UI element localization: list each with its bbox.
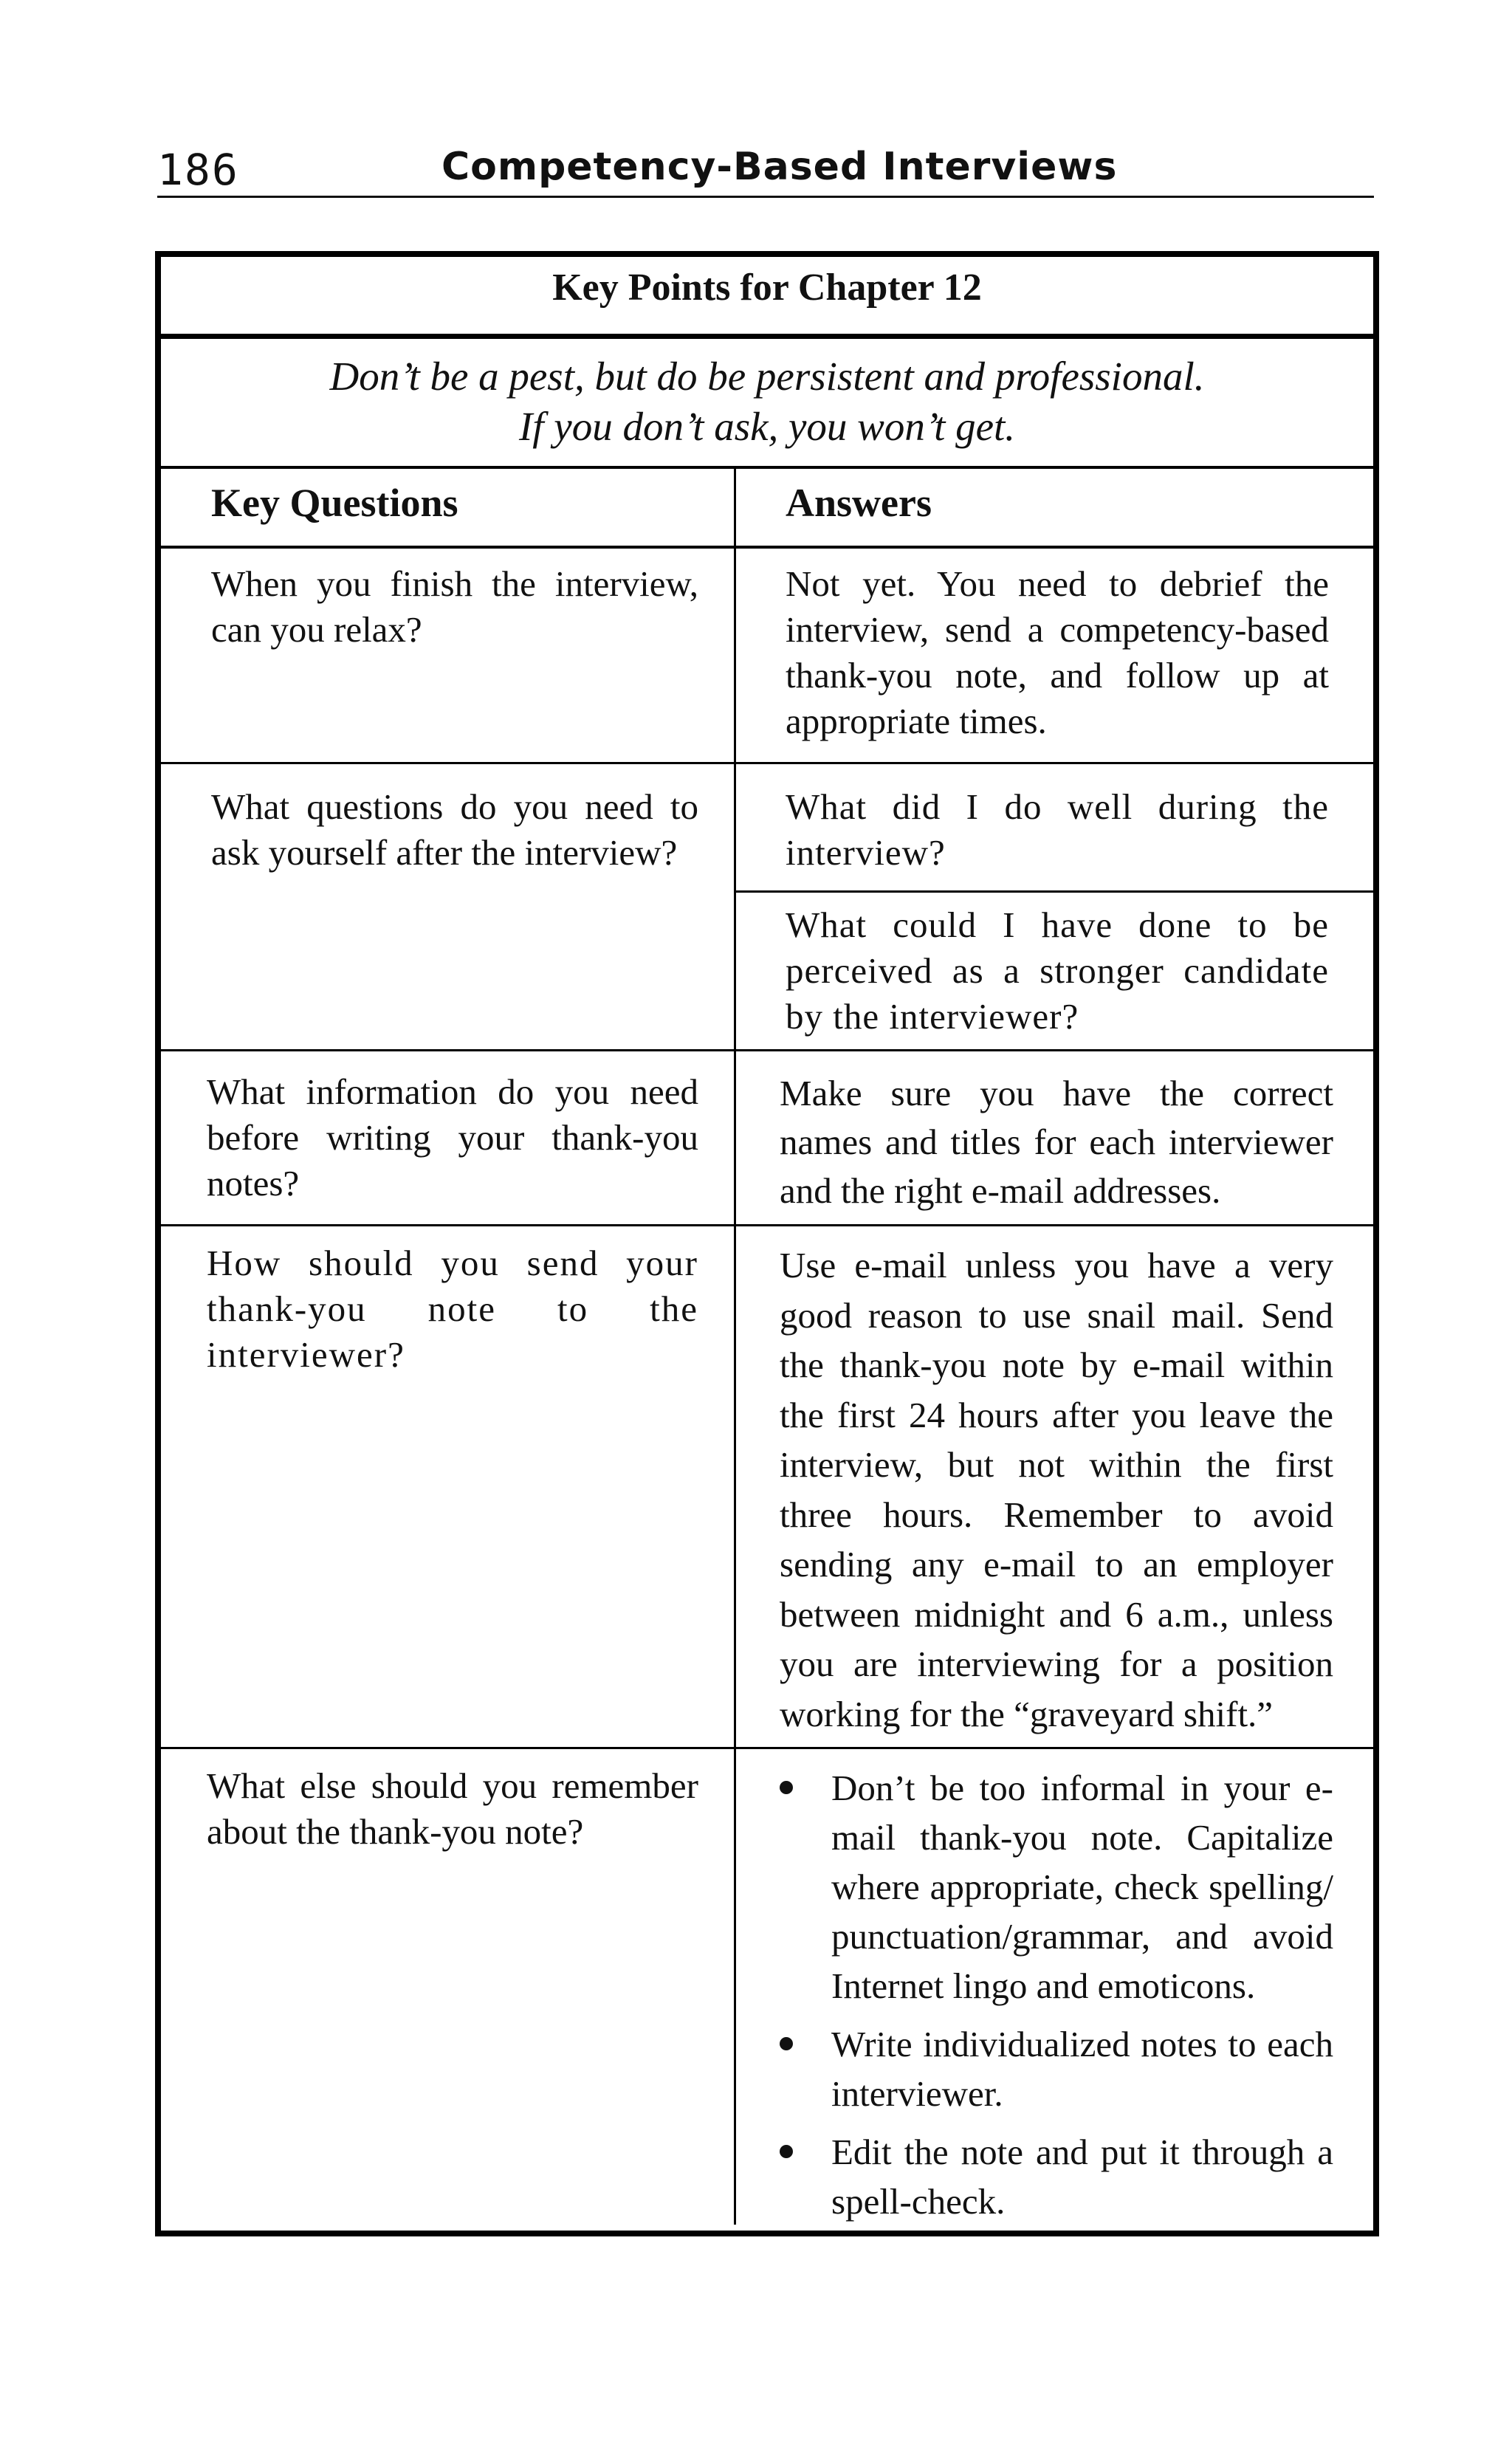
key-points-table	[155, 251, 1379, 2236]
column-header-questions: Key Questions	[211, 481, 458, 525]
question-cell: How should you send your thank-you note to the interviewer?	[207, 1243, 698, 1375]
divider	[161, 466, 1373, 469]
motto	[161, 351, 1373, 452]
answer-cell: What did I do well during the interview?	[786, 786, 1329, 873]
question-cell: When you finish the interview, can you relax?	[211, 563, 698, 650]
divider	[161, 1747, 1373, 1749]
answer-cell: Make sure you have the correct names and titles for each interviewer and the right e-mail addresses.	[780, 1073, 1333, 1211]
bullet-dot	[780, 2037, 793, 2050]
divider	[161, 546, 1373, 549]
column-divider	[734, 466, 736, 2225]
divider	[161, 1049, 1373, 1051]
divider	[161, 762, 1373, 764]
answer-cell: Use e-mail unless you have a very good reason to use snail mail. Send the thank-you note by e-mail within the first 24 hours after you leave the interview, but not within the first three hours. Remember to avoid sending any e-mail to an employer between midnight and 6 a.m., unless you are interviewing for a position working for the “graveyard shift.”	[780, 1245, 1333, 1734]
column-header-answers: Answers	[786, 481, 932, 525]
bullet-dot	[780, 2145, 793, 2158]
bullet-item	[780, 1763, 1333, 2011]
divider	[734, 890, 1373, 893]
answer-cell: Not yet. You need to debrief the interview, send a competency-based thank-you note, and follow up at appropriate times.	[786, 563, 1329, 741]
page-header	[157, 140, 1374, 198]
question-cell: What questions do you need to ask yourself after the interview?	[211, 786, 698, 873]
bullet-text: Don’t be too informal in your e-mail thank-you note. Capitalize where appropriate, check spelling/ punctuation/grammar, and avoid Internet lingo and emoticons.	[831, 1768, 1333, 2006]
question-cell: What else should you remember about the thank-you note?	[207, 1765, 698, 1852]
table-title: Key Points for Chapter 12	[552, 267, 982, 309]
running-title: Competency-Based Interviews	[441, 145, 1118, 189]
answer-cell: What could I have done to be perceived as a stronger candidate by the interviewer?	[786, 904, 1329, 1037]
answer-bullets	[780, 1763, 1333, 2235]
bullet-dot	[780, 1781, 793, 1794]
bullet-text: Edit the note and put it through a spell-check.	[831, 2132, 1333, 2222]
motto-line: Don’t be a pest, but do be persistent and professional.	[329, 354, 1205, 399]
page-number: 186	[157, 145, 239, 195]
question-cell: What information do you need before writing your thank-you notes?	[207, 1071, 698, 1203]
bullet-item	[780, 2019, 1333, 2118]
divider	[161, 1224, 1373, 1226]
bullet-list	[780, 1763, 1333, 2226]
motto-line: If you don’t ask, you won’t get.	[518, 404, 1016, 449]
bullet-text: Write individualized notes to each interviewer.	[831, 2024, 1333, 2114]
divider	[161, 334, 1373, 339]
bullet-item	[780, 2127, 1333, 2226]
